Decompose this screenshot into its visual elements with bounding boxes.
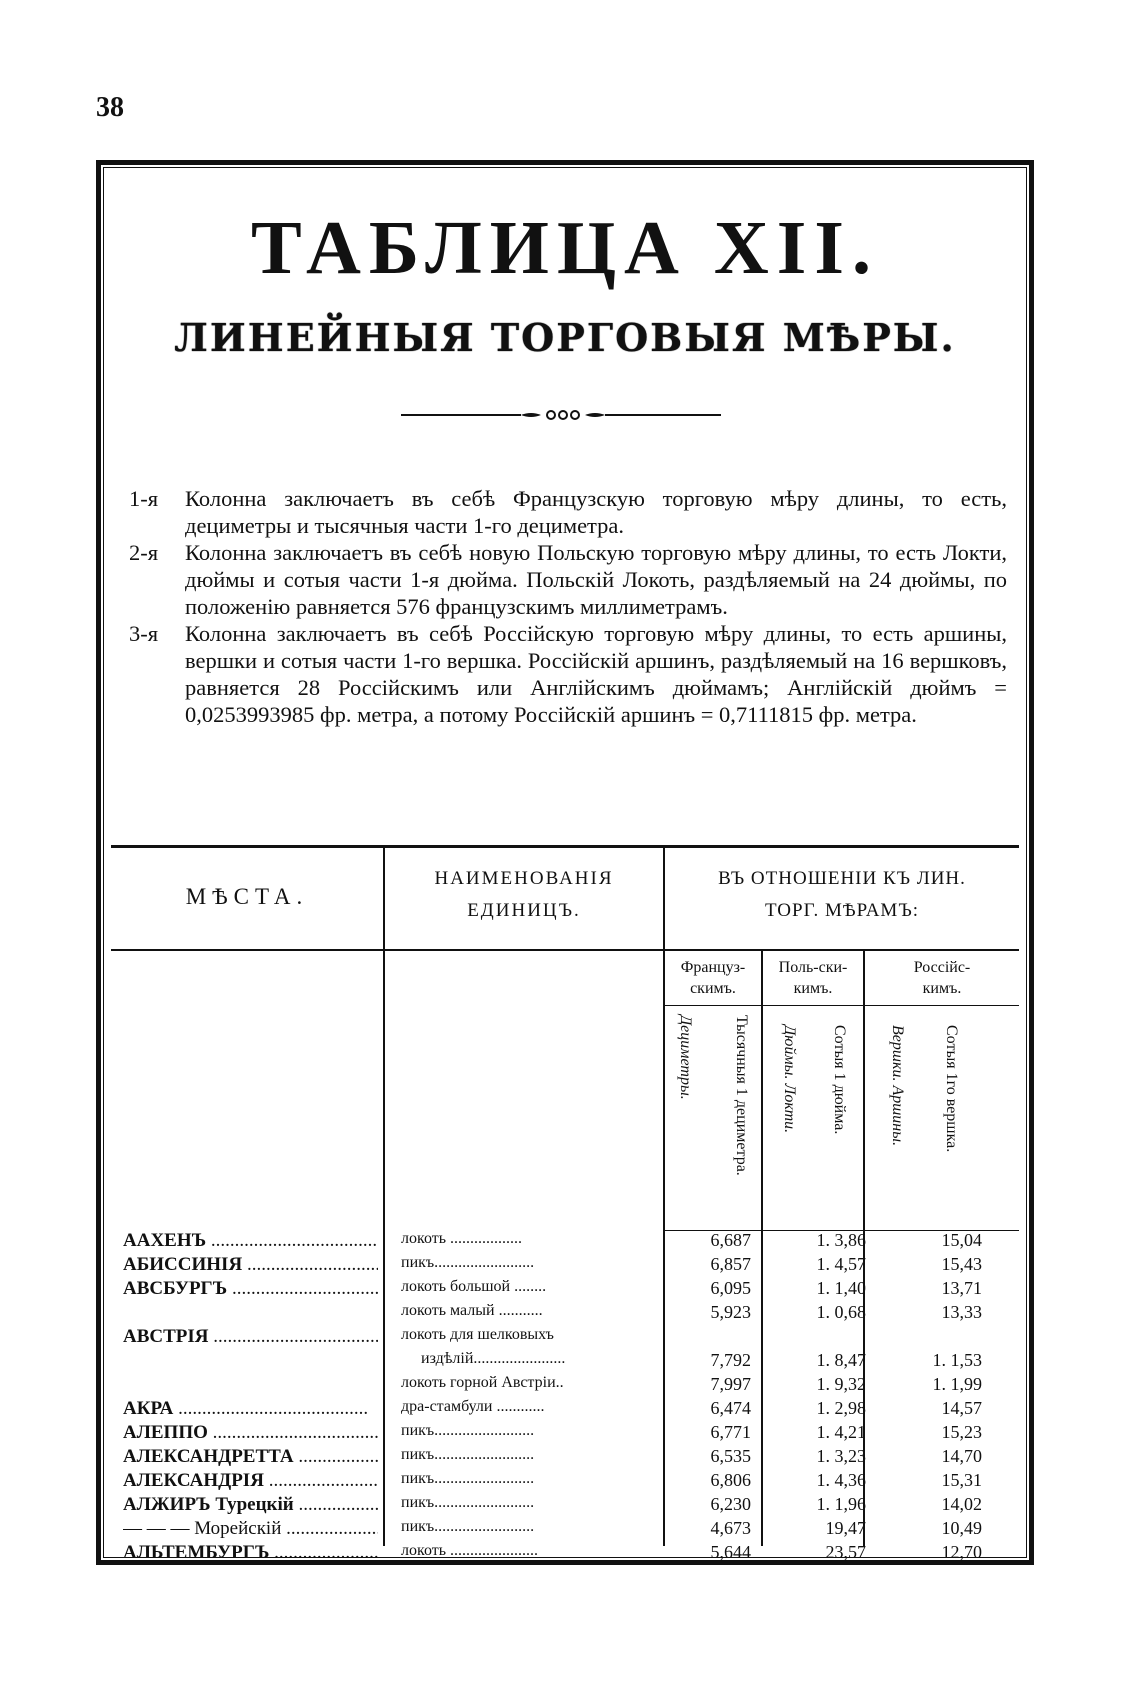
place-name: АЛЕКСАНДРЕТТА ..... (123, 1446, 378, 1468)
note-text: Колонна заключаетъ въ себѣ Французскую торговую мѣру длины, то есть, дециметры и тысячныя части 1-го дециметра. (185, 486, 1007, 538)
note-number: 2-я (129, 540, 159, 565)
table-row (111, 1494, 1019, 1518)
unit-name: локоть .................. (401, 1230, 523, 1247)
polish-value: 1. 3,23 (816, 1446, 866, 1466)
unit-name: дра-стамбули ............ (401, 1398, 545, 1415)
table-row (111, 1230, 1019, 1254)
sub-header-french-line-2: скимъ. (690, 980, 736, 997)
table-row (111, 1470, 1019, 1494)
unit-name: локоть большой ........ (401, 1278, 547, 1295)
french-value: 5,923 (710, 1302, 751, 1322)
header-bottom-rule (111, 949, 1019, 951)
table-top-rule (111, 845, 1019, 848)
col-header-units (385, 863, 663, 927)
note-2 (129, 539, 1007, 620)
col-header-places-text: МѢСТА. (185, 884, 309, 909)
russian-value: 14,70 (941, 1446, 982, 1466)
french-value: 6,095 (710, 1278, 751, 1298)
sub-header-russian (865, 957, 1019, 999)
note-1 (129, 485, 1007, 539)
table-body (111, 1230, 1019, 1566)
sub-header-russian-line-2: кимъ. (922, 980, 962, 997)
note-3 (129, 620, 1007, 728)
vert-label-french-b: Дециметры. (677, 1015, 694, 1100)
col-header-places (111, 881, 383, 913)
table-row (111, 1542, 1019, 1566)
french-value: 6,771 (710, 1422, 751, 1442)
note-text: Колонна заключаетъ въ себѣ новую Польскую торговую мѣру длины, то есть Локти, дюймы и сотыя части 1-я дюйма. Польскій Локоть, раздѣляемый на 24 дюймы, по положенію равняется 576 французскимъ миллиметрамъ. (185, 540, 1007, 619)
french-value: 6,535 (710, 1446, 751, 1466)
note-number: 3-я (129, 621, 159, 646)
sub-header-polish-line-2: кимъ. (793, 980, 833, 997)
vert-label-russian-a: Сотыя 1го вершка. (943, 1025, 960, 1153)
french-value: 6,474 (710, 1398, 751, 1418)
vert-label-french-a: Тысячныя 1 дециметра. (733, 1015, 750, 1176)
polish-value: 1. 4,21 (816, 1422, 866, 1442)
polish-value: 1. 4,57 (816, 1254, 866, 1274)
table-row (111, 1446, 1019, 1470)
french-value: 6,230 (710, 1494, 751, 1514)
russian-value: 15,31 (941, 1470, 982, 1490)
unit-name: локоть малый ........... (401, 1302, 543, 1319)
ornament-divider-icon (401, 405, 721, 425)
col-header-units-line-1: НАИМЕНОВАНІЯ (434, 868, 614, 889)
unit-name: пикъ......................... (401, 1446, 535, 1463)
col-header-units-line-2: ЕДИНИЦЪ. (467, 900, 581, 921)
measures-table (111, 845, 1019, 1563)
french-value: 5,644 (710, 1542, 751, 1562)
place-name: АЛЬТЕМБУРГЪ ..... (123, 1542, 378, 1564)
sub-hdr-rule (663, 1005, 1019, 1006)
table-row (111, 1518, 1019, 1542)
col-header-relation-line-2: ТОРГ. МѢРАМЪ: (764, 900, 920, 921)
col-header-relation-line-1: ВЪ ОТНОШЕНІИ КЪ ЛИН. (718, 868, 966, 889)
polish-value: 1. 0,68 (816, 1302, 866, 1322)
sub-header-polish-line-1: Поль-ски- (778, 959, 848, 976)
col-header-relation (665, 863, 1019, 927)
russian-value: 12,70 (941, 1542, 982, 1562)
vert-label-russian-b: Вершки. Аршины. (889, 1025, 906, 1147)
french-value: 4,673 (710, 1518, 751, 1538)
french-value: 6,857 (710, 1254, 751, 1274)
polish-value: 1. 8,47 (816, 1350, 866, 1370)
column-notes (129, 485, 1007, 728)
table-row (111, 1302, 1019, 1326)
unit-name: пикъ......................... (401, 1254, 535, 1271)
table-frame (96, 160, 1034, 1565)
table-row (111, 1350, 1019, 1374)
polish-value: 1. 3,86 (816, 1230, 866, 1250)
unit-name: локоть горной Австріи.. (401, 1374, 564, 1391)
russian-value: 14,02 (941, 1494, 982, 1514)
russian-value: 10,49 (941, 1518, 982, 1538)
place-name: АКРА ..... (123, 1398, 378, 1420)
polish-value: 1. 2,98 (816, 1398, 866, 1418)
russian-value: 1. 1,99 (932, 1374, 982, 1394)
note-text: Колонна заключаетъ въ себѣ Россійскую торговую мѣру длины, то есть аршины, вершки и сотыя части 1-го вершка. Россійскій аршинъ, раздѣляемый на 16 вершковъ, равняется 28 Россійскимъ или Англійскимъ дюймамъ; Англійскій дюймъ = 0,0253993985 фр. метра, а потому Россійскій аршинъ = 0,7111815 фр. метра. (185, 621, 1007, 727)
russian-value: 15,23 (941, 1422, 982, 1442)
french-value: 6,687 (710, 1230, 751, 1250)
russian-value: 14,57 (941, 1398, 982, 1418)
polish-value: 1. 9,32 (816, 1374, 866, 1394)
french-value: 7,997 (710, 1374, 751, 1394)
table-row (111, 1422, 1019, 1446)
russian-value: 13,33 (941, 1302, 982, 1322)
polish-value: 19,47 (825, 1518, 866, 1538)
russian-value: 15,43 (941, 1254, 982, 1274)
table-row (111, 1398, 1019, 1422)
table-row (111, 1374, 1019, 1398)
table-row (111, 1254, 1019, 1278)
table-row (111, 1278, 1019, 1302)
sub-header-polish (763, 957, 863, 999)
place-name: АЛЕКСАНДРІЯ ..... (123, 1470, 378, 1492)
place-name: — — — Морейскій ..... (123, 1518, 378, 1540)
sub-header-french-line-1: Француз- (680, 959, 746, 976)
place-name: АБИССИНІЯ ..... (123, 1254, 378, 1276)
place-name: АЛЕППО ..... (123, 1422, 378, 1444)
russian-value: 15,04 (941, 1230, 982, 1250)
polish-value: 1. 4,36 (816, 1470, 866, 1490)
place-name: АЛЖИРЪ Турецкій ..... (123, 1494, 378, 1516)
unit-name: локоть ...................... (401, 1542, 539, 1559)
sub-header-russian-line-1: Россійс- (913, 959, 971, 976)
unit-name: пикъ......................... (401, 1470, 535, 1487)
place-name: ААХЕНЪ ..... (123, 1230, 378, 1252)
vert-label-polish-b: Дюймы. Локти. (781, 1025, 798, 1134)
polish-value: 1. 1,40 (816, 1278, 866, 1298)
place-name: АВСТРІЯ ..... (123, 1326, 378, 1348)
place-name: АВСБУРГЪ ..... (123, 1278, 378, 1300)
russian-value: 13,71 (941, 1278, 982, 1298)
unit-name: локоть для шелковыхъ (401, 1326, 554, 1343)
page-subtitle: ЛИНЕЙНЫЯ ТОРГОВЫЯ МѢРЫ. (174, 315, 956, 360)
polish-value: 1. 1,96 (816, 1494, 866, 1514)
table-row (111, 1326, 1019, 1350)
french-value: 7,792 (710, 1350, 751, 1370)
note-number: 1-я (129, 486, 159, 511)
unit-name: пикъ......................... (401, 1422, 535, 1439)
unit-name: издѣлій....................... (421, 1350, 566, 1367)
vert-label-polish-a: Сотыя 1 дюйма. (831, 1025, 848, 1135)
page-title: ТАБЛИЦА XII. (251, 206, 879, 290)
sub-header-french (665, 957, 761, 999)
page-number: 38 (96, 92, 124, 123)
french-value: 6,806 (710, 1470, 751, 1490)
polish-value: 23,57 (825, 1542, 866, 1562)
unit-name: пикъ......................... (401, 1518, 535, 1535)
unit-name: пикъ......................... (401, 1494, 535, 1511)
russian-value: 1. 1,53 (932, 1350, 982, 1370)
